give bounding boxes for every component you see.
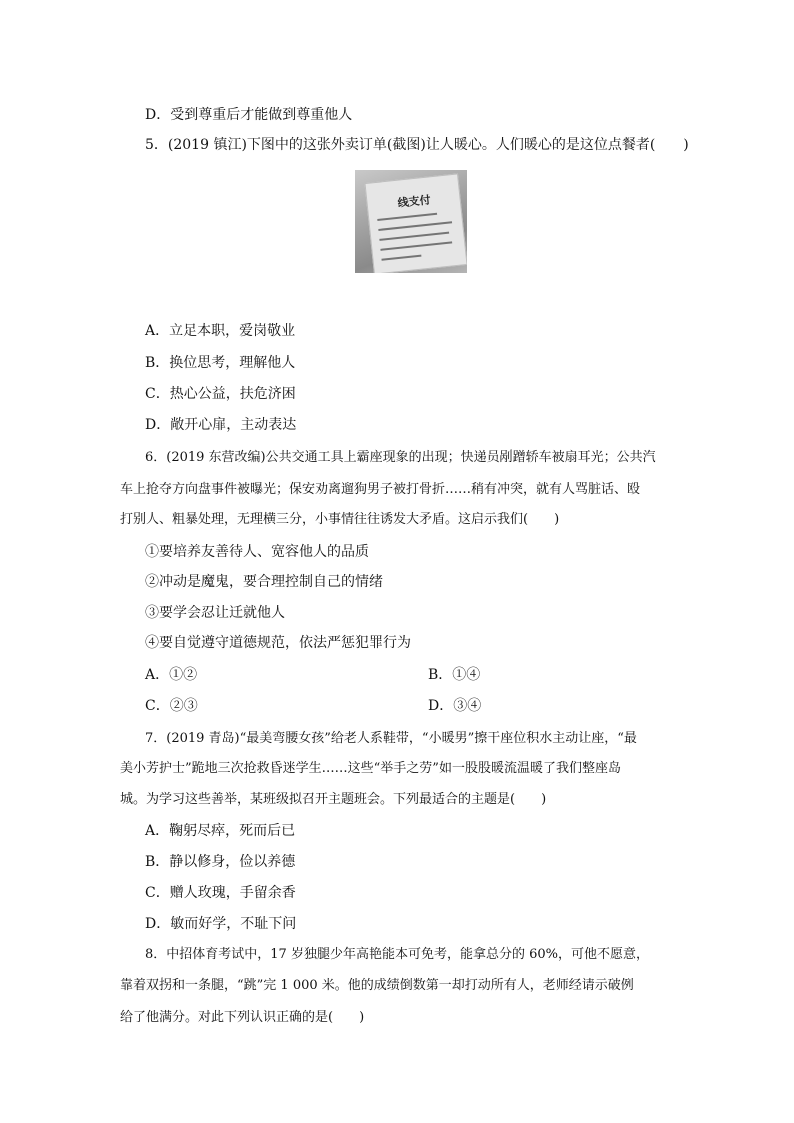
q6-option-a: A．①② xyxy=(145,667,198,683)
q4-option-d: D．受到尊重后才能做到尊重他人 xyxy=(145,107,353,123)
q8-stem-line-2: 靠着双拐和一条腿，“跳”完 1 000 米。他的成绩倒数第一却打动所有人，老师经请示破例 xyxy=(120,978,634,993)
q7-stem-line-1: 7．(2019 青岛)“最美弯腰女孩”给老人系鞋带，“小暖男”擦干座位积水主动让座，“最 xyxy=(145,731,637,746)
receipt-text: 线支付 xyxy=(397,193,432,210)
q6-statement-1: ①要培养友善待人、宽容他人的品质 xyxy=(145,544,369,560)
q5-option-c: C．热心公益，扶危济困 xyxy=(145,386,296,402)
q6-stem-line-2: 车上抢夺方向盘事件被曝光；保安劝离遛狗男子被打骨折……稍有冲突，就有人骂脏话、殴 xyxy=(120,482,641,497)
q6-statement-2: ②冲动是魔鬼，要合理控制自己的情绪 xyxy=(145,574,383,590)
order-receipt-photo xyxy=(355,170,467,273)
q6-statement-4: ④要自觉遵守道德规范，依法严惩犯罪行为 xyxy=(145,635,411,651)
q6-stem-line-1: 6．(2019 东营改编)公共交通工具上霸座现象的出现；快递员剐蹭轿车被扇耳光；公共汽 xyxy=(145,450,656,465)
q6-statement-3: ③要学会忍让迁就他人 xyxy=(145,605,285,621)
q6-option-b: B．①④ xyxy=(428,667,481,683)
q5-option-d: D．敞开心扉，主动表达 xyxy=(145,417,297,433)
q7-stem-line-3: 城。为学习这些善举，某班级拟召开主题班会。下列最适合的主题是( ) xyxy=(120,792,547,807)
q7-option-d: D．敏而好学，不耻下问 xyxy=(145,916,297,932)
q5-option-b: B．换位思考，理解他人 xyxy=(145,355,296,371)
receipt-paper xyxy=(364,173,467,273)
q7-option-c: C．赠人玫瑰，手留余香 xyxy=(145,885,296,901)
q5-stem: 5．(2019 镇江)下图中的这张外卖订单(截图)让人暖心。人们暖心的是这位点餐者( ) xyxy=(145,137,689,153)
q7-option-a: A．鞠躬尽瘁，死而后已 xyxy=(145,823,296,839)
q7-option-b: B．静以修身，俭以养德 xyxy=(145,854,296,870)
q8-stem-line-1: 8．中招体育考试中，17 岁独腿少年高艳能本可免考，能拿总分的 60%，可他不愿意， xyxy=(145,947,649,962)
q5-option-a: A．立足本职，爱岗敬业 xyxy=(145,323,296,339)
q6-option-d: D．③④ xyxy=(428,698,482,714)
q6-option-c: C．②③ xyxy=(145,698,198,714)
q8-stem-line-3: 给了他满分。对此下列认识正确的是( ) xyxy=(120,1010,365,1025)
q7-stem-line-2: 美小芳护士”跪地三次抢救昏迷学生……这些“举手之劳”如一股股暖流温暖了我们整座岛 xyxy=(120,761,621,776)
q6-stem-line-3: 打别人、粗暴处理，无理横三分，小事情往往诱发大矛盾。这启示我们( ) xyxy=(120,512,560,527)
